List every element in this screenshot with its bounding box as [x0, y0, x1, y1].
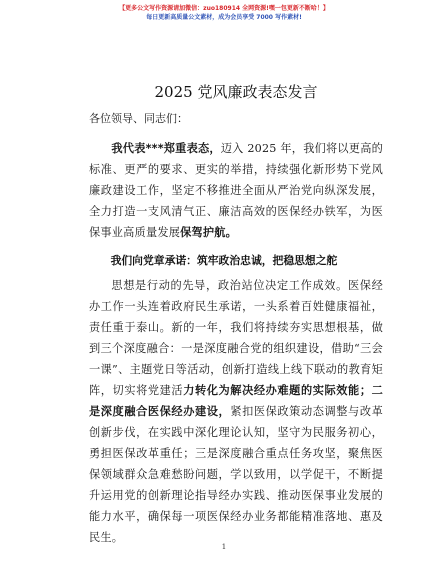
section1-text: 思想是行动的先导，政治站位决定工作成效。医保经办工作一头连着政府民生承诺，一头系着百姓健康福祉，责任重于泰山。新的一年，我们将持续夯实思想根基，做到三个深度融合：一是深度融合党的组织建设，借助“三会一课”、主题党日等活动，创新打造线上线下联动的教育矩阵，切实将党建活 — [89, 279, 383, 397]
promo-line-1: 【更多公文写作资源请加微信：zuo180914 全网资源!嘿一包更新不断哈！】 — [119, 5, 329, 12]
section1-rest: 紧扣医保政策动态调整与改革创新步伐，在实践中深化理论认知，坚守为民服务初心，勇担医保改革重任；三是深度融合重点任务攻坚，聚焦医保领域群众急难愁盼问题，学以致用，以学促干，不断提升运用党的创新理论指导经办实践、推动医保事业发展的能力水平，确保每一项医保经办业务都能精准落地、惠及民生。 — [89, 405, 383, 544]
salutation: 各位领导、同志们： — [89, 112, 188, 125]
section1-bold-1: 力转化为解决经办难题的实际效能； — [183, 384, 372, 397]
paragraph-intro — [89, 138, 383, 243]
page-number: 1 — [221, 543, 227, 551]
document-body — [89, 82, 383, 548]
promo-line-2: 每日更新高质量公文素材，成为会员享受 7000 写作素材! — [146, 14, 302, 21]
section1-bold-2: 二是深度融合医保经办建设， — [89, 384, 383, 418]
section-heading-1: 我们向党章承诺：筑牢政治忠诚，把稳思想之舵 — [110, 254, 338, 267]
intro-text: 迈入 2025 年，我们将以更高的标准、更严的要求、更实的举措，持续强化新形势下党风廉政建设工作，坚定不移推进全面从严治党向纵深发展，全力打造一支风清气正、廉洁高效的医保经办铁军，为医保事业高质量发展 — [89, 142, 383, 239]
document-title: 2025 党风廉政表态发言 — [154, 83, 318, 101]
intro-tail: 保驾护航。 — [180, 226, 238, 239]
promo-banner — [0, 4, 448, 22]
intro-lead: 我代表***郑重表态， — [111, 142, 221, 155]
paragraph-section-1 — [89, 275, 383, 548]
